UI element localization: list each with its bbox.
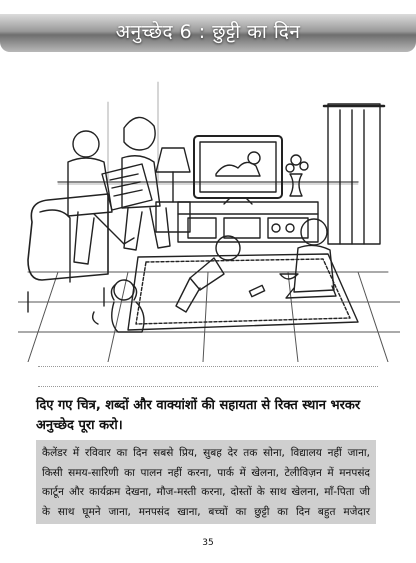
flower-vase-icon	[286, 155, 308, 196]
page-number: 35	[202, 538, 214, 548]
tv-stand-icon	[178, 202, 318, 242]
television-icon	[194, 136, 282, 204]
remote-icon	[249, 285, 264, 296]
room-background	[58, 82, 358, 184]
lamp-icon	[156, 148, 190, 232]
word-box-line: कैलेंडर में रविवार का दिन सबसे प्रिय, सुबह देर तक सोना, विद्यालय नहीं जाना,	[42, 447, 370, 459]
divider-dotted	[38, 366, 378, 367]
word-box-line: के साथ घूमने जाना, मनपसंद खाना, बच्चों का छुट्टी का दिन बहुत मजेदार	[42, 505, 370, 518]
floor-tiles	[18, 272, 400, 362]
word-box-line: कार्टून और कार्यक्रम देखना, मौज-मस्ती करना, दोस्तों के साथ खेलना, माँ-पिता जी	[42, 486, 370, 498]
window-icon	[324, 104, 384, 244]
divider-dotted	[38, 386, 378, 387]
page-title: अनुच्छेद 6 : छुट्टी का दिन	[115, 21, 301, 43]
rug-icon	[128, 254, 358, 330]
instruction-text: दिए गए चित्र, शब्दों और वाक्यांशों की सहायता से रिक्त स्थान भरकर अनुच्छेद पूरा करो।	[36, 398, 361, 433]
word-box	[36, 440, 376, 524]
word-box-line: किसी समय-सारिणी का पालन नहीं करना, पार्क में खेलना, टेलीविज़न में मनपसंद	[42, 466, 370, 479]
family-illustration	[18, 62, 400, 362]
newspaper-icon	[102, 164, 152, 210]
